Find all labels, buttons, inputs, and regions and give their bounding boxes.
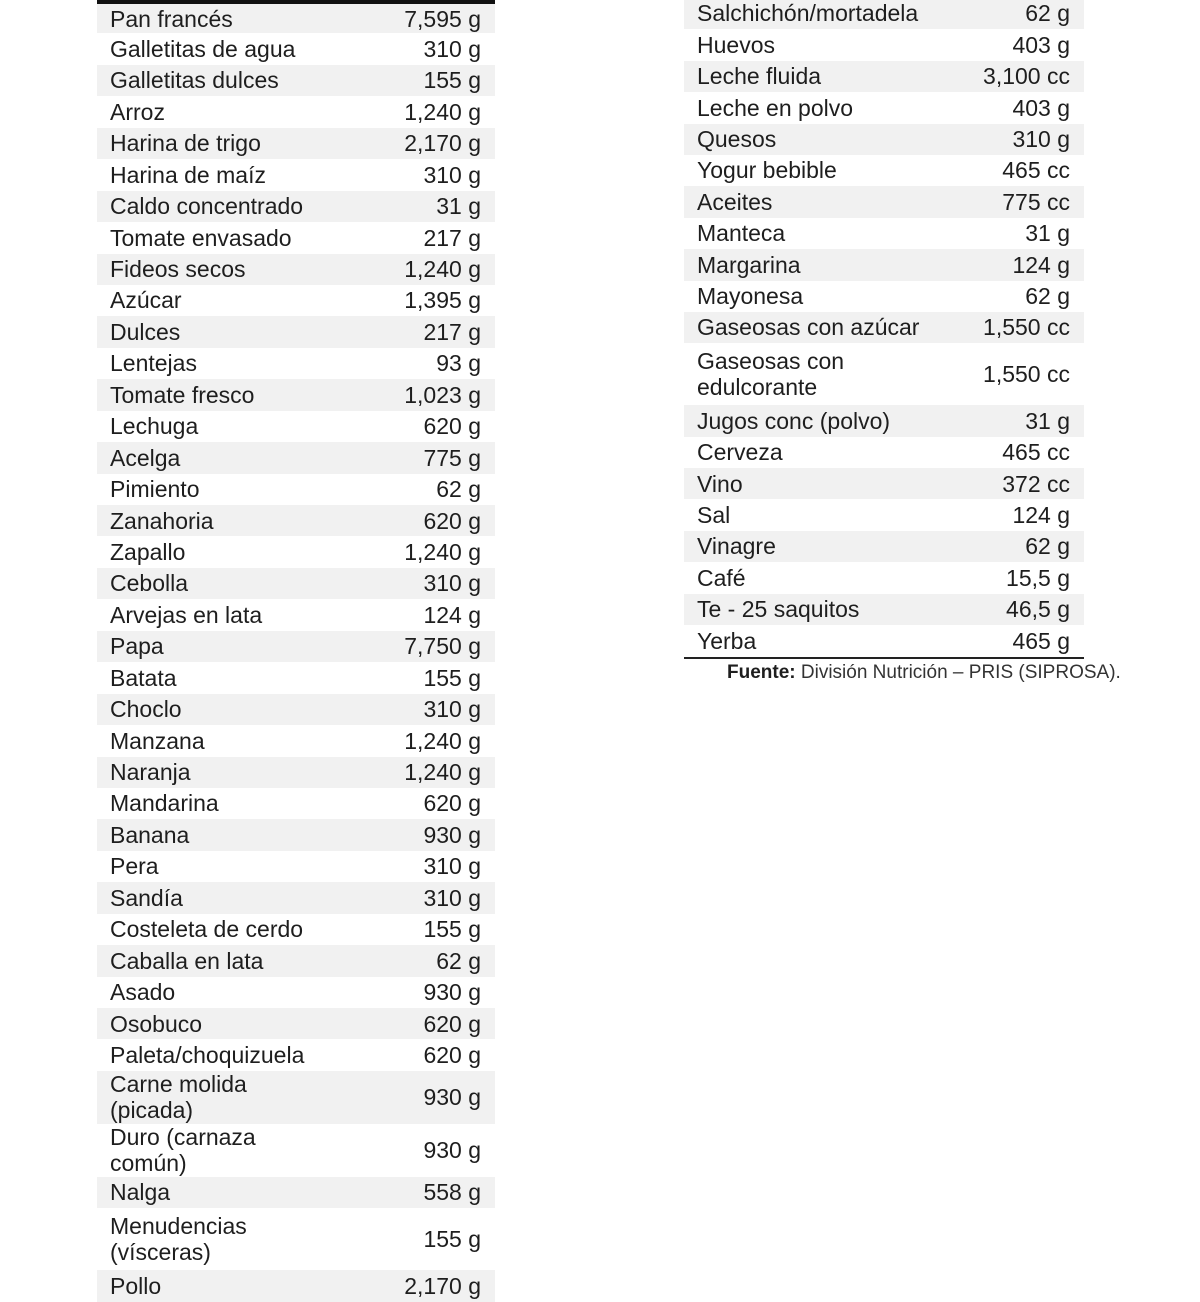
quantity-cell: 310 g bbox=[331, 694, 495, 725]
quantity-cell: 1,240 g bbox=[331, 254, 495, 285]
food-name-cell: Pan francés bbox=[97, 2, 331, 33]
quantity-cell: 930 g bbox=[331, 819, 495, 850]
table-row bbox=[97, 757, 495, 788]
quantity-cell: 217 g bbox=[331, 316, 495, 347]
table-row bbox=[97, 914, 495, 945]
food-name-cell: Yerba bbox=[697, 627, 757, 654]
food-name-cell: Lentejas bbox=[110, 350, 197, 377]
source-label: Fuente: bbox=[727, 662, 796, 683]
table-row bbox=[97, 1270, 495, 1301]
table-row bbox=[97, 1124, 495, 1177]
food-name-cell: Acelga bbox=[97, 442, 331, 473]
food-name-cell: Gaseosas con edulcorante bbox=[697, 347, 845, 401]
quantity-cell: 465 cc bbox=[1002, 157, 1070, 184]
quantity-cell: 465 cc bbox=[1002, 439, 1070, 466]
food-name-cell: Leche fluida bbox=[684, 61, 930, 92]
table-row bbox=[97, 128, 495, 159]
quantity-cell: 62 g bbox=[1025, 282, 1070, 309]
quantity-cell: 930 g bbox=[423, 1136, 481, 1163]
table-row bbox=[684, 562, 1084, 593]
quantity-cell: 310 g bbox=[423, 35, 481, 62]
food-name-cell: Zapallo bbox=[110, 538, 186, 565]
quantity-cell: 31 g bbox=[331, 191, 495, 222]
table-row bbox=[684, 218, 1084, 249]
food-name-cell: Leche en polvo bbox=[697, 94, 854, 121]
table-row bbox=[97, 159, 495, 190]
quantity-cell: 62 g bbox=[930, 531, 1084, 562]
food-name-cell: Lechuga bbox=[110, 413, 199, 440]
table-row bbox=[97, 316, 495, 347]
food-name-cell: Pollo bbox=[97, 1270, 331, 1301]
food-name-cell: Choclo bbox=[97, 694, 331, 725]
table-row bbox=[684, 499, 1084, 530]
table-row bbox=[97, 819, 495, 850]
quantity-cell: 930 g bbox=[331, 1071, 495, 1124]
food-name-cell: Galletitas dulces bbox=[97, 65, 331, 96]
table-row bbox=[684, 92, 1084, 123]
food-name-cell: Menudencias (vísceras) bbox=[110, 1212, 247, 1266]
table-row bbox=[97, 536, 495, 567]
quantity-cell: 1,240 g bbox=[404, 98, 481, 125]
table-row bbox=[684, 186, 1084, 217]
food-name-cell: Harina de trigo bbox=[97, 128, 331, 159]
food-name-cell: Pimiento bbox=[110, 476, 200, 503]
quantity-cell: 2,170 g bbox=[331, 128, 495, 159]
food-name-cell: Pera bbox=[110, 853, 159, 880]
table-row bbox=[684, 281, 1084, 312]
food-name-cell: Salchichón/mortadela bbox=[684, 0, 930, 29]
quantity-cell: 31 g bbox=[930, 405, 1084, 436]
food-name-cell: Vinagre bbox=[684, 531, 930, 562]
table-row bbox=[97, 631, 495, 662]
quantity-cell: 1,023 g bbox=[331, 379, 495, 410]
food-name-cell: Tomate fresco bbox=[97, 379, 331, 410]
quantity-cell: 62 g bbox=[930, 0, 1084, 29]
food-name-cell: Yogur bebible bbox=[697, 157, 837, 184]
table-row bbox=[684, 312, 1084, 343]
food-name-cell: Arroz bbox=[110, 98, 165, 125]
quantity-cell: 62 g bbox=[436, 476, 481, 503]
food-name-cell: Mayonesa bbox=[697, 282, 804, 309]
quantity-cell: 310 g bbox=[331, 568, 495, 599]
table-row bbox=[97, 1071, 495, 1124]
table-row bbox=[684, 343, 1084, 405]
quantity-cell: 558 g bbox=[331, 1177, 495, 1208]
food-name-cell: Cebolla bbox=[97, 568, 331, 599]
quantity-cell: 155 g bbox=[423, 916, 481, 943]
quantity-cell: 620 g bbox=[331, 1008, 495, 1039]
quantity-cell: 620 g bbox=[423, 790, 481, 817]
food-name-cell: Dulces bbox=[97, 316, 331, 347]
quantity-cell: 3,100 cc bbox=[930, 61, 1084, 92]
quantity-cell: 46,5 g bbox=[930, 594, 1084, 625]
quantity-cell: 930 g bbox=[423, 979, 481, 1006]
table-row bbox=[97, 411, 495, 442]
quantity-cell: 620 g bbox=[423, 1041, 481, 1068]
food-name-cell: Naranja bbox=[97, 757, 331, 788]
table-row bbox=[684, 625, 1084, 656]
table-row bbox=[97, 222, 495, 253]
table-row bbox=[97, 568, 495, 599]
right-table-body bbox=[684, 0, 1084, 656]
table-row bbox=[97, 1208, 495, 1270]
table-row bbox=[97, 2, 495, 33]
quantity-cell: 775 g bbox=[331, 442, 495, 473]
table-row bbox=[97, 442, 495, 473]
food-name-cell: Manzana bbox=[110, 727, 205, 754]
quantity-cell: 403 g bbox=[1012, 94, 1070, 121]
food-name-cell: Zanahoria bbox=[97, 505, 331, 536]
food-name-cell: Osobuco bbox=[97, 1008, 331, 1039]
table-row bbox=[97, 945, 495, 976]
quantity-cell: 124 g bbox=[1012, 501, 1070, 528]
left-food-table bbox=[97, 0, 495, 1302]
table-row bbox=[684, 124, 1084, 155]
food-name-cell: Tomate envasado bbox=[110, 224, 292, 251]
quantity-cell: 310 g bbox=[423, 161, 481, 188]
quantity-cell: 124 g bbox=[930, 249, 1084, 280]
quantity-cell: 310 g bbox=[331, 882, 495, 913]
table-row bbox=[684, 531, 1084, 562]
quantity-cell: 15,5 g bbox=[1006, 564, 1070, 591]
food-name-cell: Costeleta de cerdo bbox=[110, 916, 304, 943]
quantity-cell: 31 g bbox=[1025, 220, 1070, 247]
quantity-cell: 155 g bbox=[423, 664, 481, 691]
food-name-cell: Banana bbox=[97, 819, 331, 850]
table-row bbox=[97, 1039, 495, 1070]
table-row bbox=[684, 468, 1084, 499]
table-row bbox=[684, 29, 1084, 60]
table-row bbox=[684, 61, 1084, 92]
quantity-cell: 93 g bbox=[436, 350, 481, 377]
quantity-cell: 124 g bbox=[423, 601, 481, 628]
food-name-cell: Café bbox=[697, 564, 746, 591]
table-row bbox=[684, 249, 1084, 280]
table-row bbox=[97, 1177, 495, 1208]
quantity-cell: 155 g bbox=[423, 1225, 481, 1252]
table-row bbox=[684, 405, 1084, 436]
food-name-cell: Nalga bbox=[97, 1177, 331, 1208]
food-name-cell: Carne molida (picada) bbox=[97, 1071, 331, 1124]
table-row bbox=[97, 474, 495, 505]
food-name-cell: Caldo concentrado bbox=[97, 191, 331, 222]
right-food-table bbox=[684, 0, 1084, 656]
food-name-cell: Caballa en lata bbox=[97, 945, 331, 976]
quantity-cell: 1,240 g bbox=[404, 538, 481, 565]
table-row bbox=[684, 437, 1084, 468]
table-row bbox=[97, 254, 495, 285]
food-name-cell: Fideos secos bbox=[97, 254, 331, 285]
food-name-cell: Sal bbox=[697, 501, 731, 528]
quantity-cell: 372 cc bbox=[930, 468, 1084, 499]
quantity-cell: 217 g bbox=[423, 224, 481, 251]
food-name-cell: Azúcar bbox=[110, 287, 182, 314]
table-row bbox=[684, 155, 1084, 186]
table-row bbox=[97, 285, 495, 316]
quantity-cell: 1,395 g bbox=[404, 287, 481, 314]
quantity-cell: 1,240 g bbox=[331, 757, 495, 788]
table-row bbox=[97, 65, 495, 96]
food-name-cell: Papa bbox=[97, 631, 331, 662]
food-name-cell: Te - 25 saquitos bbox=[684, 594, 930, 625]
food-name-cell: Cerveza bbox=[697, 439, 783, 466]
table-row bbox=[97, 977, 495, 1008]
food-name-cell: Aceites bbox=[684, 186, 930, 217]
quantity-cell: 1,240 g bbox=[404, 727, 481, 754]
left-table-body bbox=[97, 2, 495, 1302]
table-bottom-rule bbox=[684, 657, 1084, 659]
quantity-cell: 310 g bbox=[423, 853, 481, 880]
food-name-cell: Duro (carnaza común) bbox=[110, 1123, 256, 1177]
table-row bbox=[97, 694, 495, 725]
food-name-cell: Arvejas en lata bbox=[110, 601, 263, 628]
table-row bbox=[97, 725, 495, 756]
table-row bbox=[97, 348, 495, 379]
table-row bbox=[684, 0, 1084, 29]
quantity-cell: 1,550 cc bbox=[983, 361, 1070, 388]
food-name-cell: Asado bbox=[110, 979, 176, 1006]
food-name-cell: Manteca bbox=[697, 220, 786, 247]
source-note bbox=[727, 662, 1121, 684]
food-name-cell: Gaseosas con azúcar bbox=[684, 312, 930, 343]
food-name-cell: Quesos bbox=[684, 124, 930, 155]
table-row bbox=[97, 33, 495, 64]
food-name-cell: Harina de maíz bbox=[110, 161, 266, 188]
table-row bbox=[97, 505, 495, 536]
table-row bbox=[97, 851, 495, 882]
quantity-cell: 620 g bbox=[331, 505, 495, 536]
table-row bbox=[97, 599, 495, 630]
table-row bbox=[97, 788, 495, 819]
quantity-cell: 465 g bbox=[1012, 627, 1070, 654]
table-row bbox=[684, 594, 1084, 625]
quantity-cell: 7,750 g bbox=[331, 631, 495, 662]
food-name-cell: Mandarina bbox=[110, 790, 219, 817]
quantity-cell: 2,170 g bbox=[331, 1270, 495, 1301]
food-name-cell: Batata bbox=[110, 664, 177, 691]
table-row bbox=[97, 379, 495, 410]
quantity-cell: 775 cc bbox=[930, 186, 1084, 217]
food-name-cell: Margarina bbox=[684, 249, 930, 280]
source-text: División Nutrición – PRIS (SIPROSA). bbox=[795, 662, 1121, 683]
quantity-cell: 403 g bbox=[1012, 31, 1070, 58]
table-row bbox=[97, 96, 495, 127]
quantity-cell: 62 g bbox=[331, 945, 495, 976]
table-row bbox=[97, 1008, 495, 1039]
table-row bbox=[97, 662, 495, 693]
food-name-cell: Vino bbox=[684, 468, 930, 499]
table-row bbox=[97, 882, 495, 913]
food-name-cell: Huevos bbox=[697, 31, 775, 58]
quantity-cell: 310 g bbox=[930, 124, 1084, 155]
food-name-cell: Jugos conc (polvo) bbox=[684, 405, 930, 436]
quantity-cell: 155 g bbox=[331, 65, 495, 96]
table-row bbox=[97, 191, 495, 222]
quantity-cell: 620 g bbox=[423, 413, 481, 440]
food-name-cell: Galletitas de agua bbox=[110, 35, 296, 62]
quantity-cell: 1,550 cc bbox=[930, 312, 1084, 343]
food-name-cell: Paleta/choquizuela bbox=[110, 1041, 305, 1068]
food-name-cell: Sandía bbox=[97, 882, 331, 913]
quantity-cell: 7,595 g bbox=[331, 2, 495, 33]
